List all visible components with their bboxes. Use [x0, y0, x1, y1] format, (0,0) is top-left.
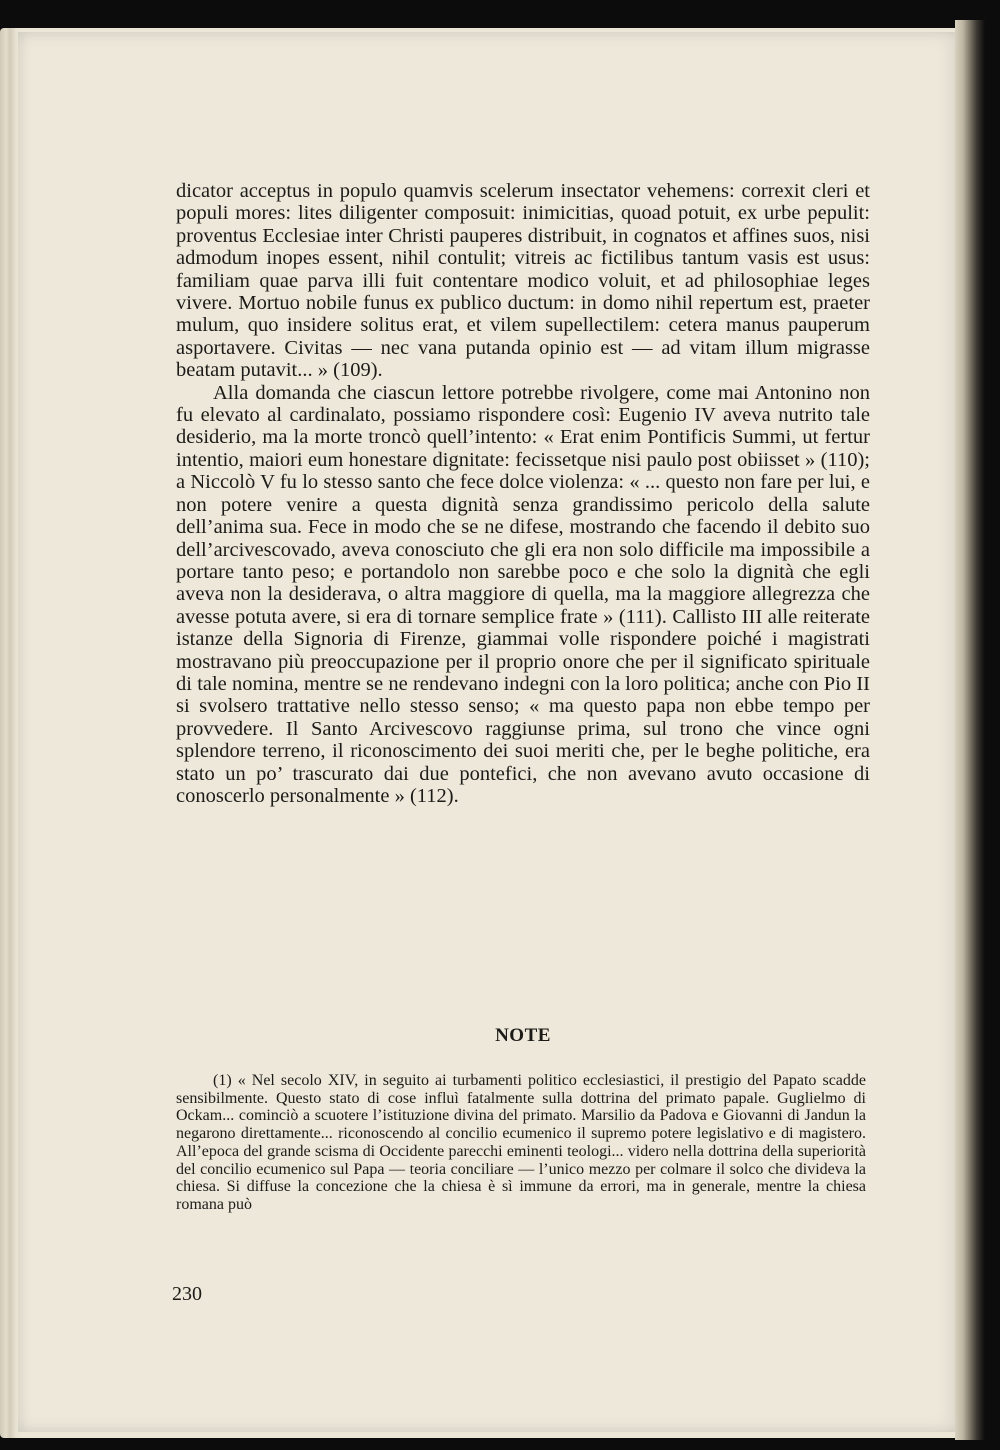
book-gutter — [955, 20, 985, 1440]
notes-heading: NOTE — [495, 1025, 551, 1046]
footnote-1: (1) « Nel secolo XIV, in seguito ai turbamenti politico ecclesiastici, il prestigio del Papato scadde sensibilmente. Questo stato di cose influì fatalmente sulla dottrina del primato papale. Guglielmo di Ockam... cominciò a scuotere l’istituzione divina del primato. Marsilio da Padova e Giovanni di Jandun la negarono direttamente... riconoscendo al concilio ecumenico il supremo potere legislativo e di magistero. All’epoca del grande scisma di Occidente parecchi eminenti teologi... videro nella dottrina della superiorità del concilio ecumenico sul Papa — teoria conciliare — l’unico mezzo per colmare il solco che divideva la chiesa. Si diffuse la concezione che la chiesa è sì immune da errori, ma in generale, mentre la chiesa romana può — [176, 1072, 866, 1213]
paragraph-cardinalate: Alla domanda che ciascun lettore potrebbe rivolgere, come mai Antonino non fu elevato al cardinalato, possiamo rispondere così: Eugenio IV aveva nutrito tale desiderio, ma la morte troncò quell’intento: « Erat enim Pontificis Summi, ut fertur intentio, maiori eum honestare dignitate: fecissetque nisi paulo post obiisset » (110); a Niccolò V fu lo stesso santo che fece dolce violenza: « ... questo non fare per lui, e non potere venire a questa dignità senza grandissimo pericolo della salute dell’anima sua. Fece in modo che se ne difese, mostrando che facendo il debito suo dell’arcivescovado, aveva conosciuto che gli era non solo difficile ma impossibile a portare tanto peso; e portandolo non sarebbe poco e che solo la dignità che egli aveva non la desiderava, o altra maggiore di quella, ma la maggiore allegrezza che avesse potuta avere, si era di tornare semplice frate » (111). Callisto III alle reiterate istanze della Signoria di Firenze, giammai volle rispondere poiché i magistrati mostravano più preoccupazione per il proprio onore che per il significato spirituale di tale nomina, mentre se ne rendevano indegni con la loro politica; anche con Pio II si svolsero trattative nello stesso senso; « ma questo papa non ebbe tempo per provvedere. Il Santo Arcivescovo raggiunse prima, sul trono che vince ogni splendore terreno, il riconoscimento dei suoi meriti che, per le beghe politiche, era stato un po’ trascurato dai due pontefici, che non avevano avuto occasione di conoscerlo personalmente » (112). — [176, 381, 870, 807]
paragraph-latin-quote: dicator acceptus in populo quamvis scelerum insectator vehemens: correxit cleri et populi mores: lites diligenter composuit: inimicitias, quoad potuit, ex urbe pepulit: proventus Ecclesiae inter Christi pauperes distribuit, in cognatos et affines suos, nisi admodum inopes essent, nihil contulit; vitreis ac fictilibus tantum vasis est usus: familiam quae parva illi fuit contentare modico voluit, et ad philosophiae leges vivere. Mortuo nobile funus ex publico ductum: in domo nihil repertum est, praeter mulum, quo insidere solitus erat, et vilem supellectilem: cetera manus pauperum asportavere. Civitas — nec vana putanda opinio est — ad vitam illum migrasse beatam putavit... » (109). — [176, 180, 870, 382]
page-number: 230 — [172, 1283, 202, 1305]
main-text — [176, 180, 870, 807]
